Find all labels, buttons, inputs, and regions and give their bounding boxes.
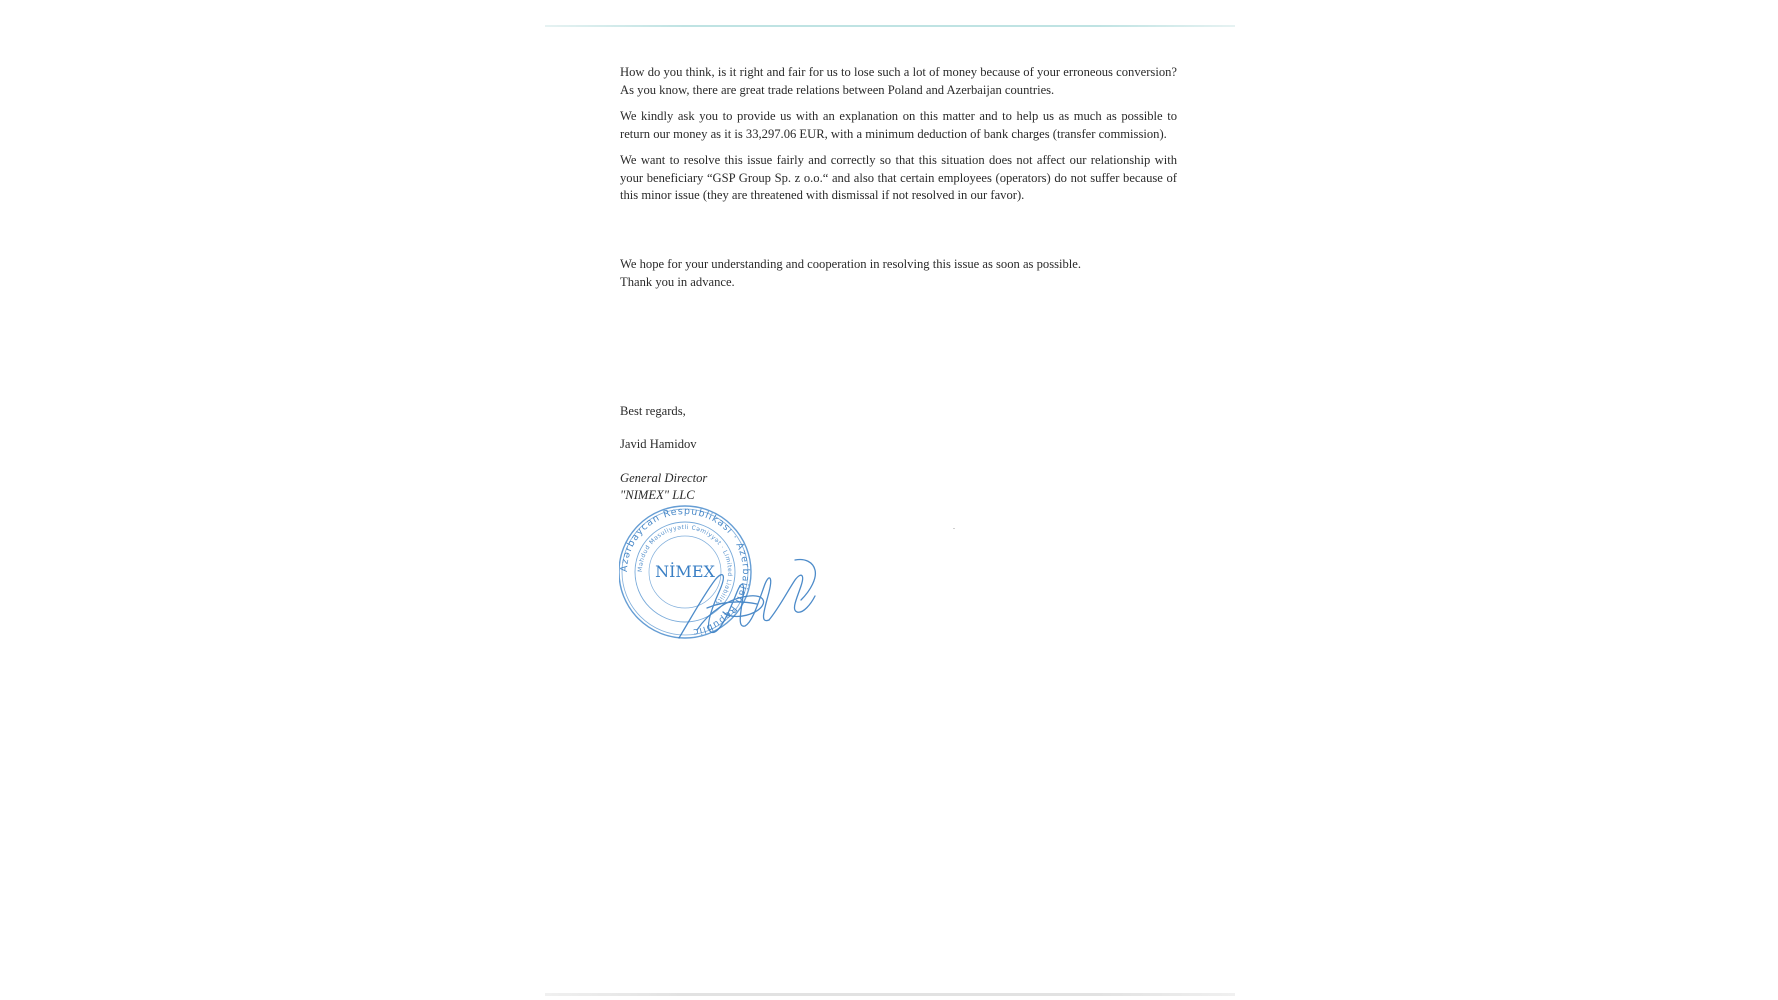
company-stamp-and-signature [619, 500, 819, 645]
regards-line: Best regards, [620, 404, 686, 418]
header-rule [545, 25, 1235, 27]
stamp-inner-ring-text: Məhdud Məsuliyyətli Cəmiyyət · Limited Liability [636, 523, 734, 607]
stamp-outer-ring-text: Azərbaycan Respublikası · Azerbaijan Republic [619, 505, 752, 638]
footer-rule [545, 993, 1235, 996]
letter-closing [620, 256, 1177, 291]
paragraph-conversion: How do you think, is it right and fair for us to lose such a lot of money because of your erroneous conversion? As you know, there are great trade relations between Poland and Azerbaijan countries. [620, 65, 1177, 97]
scan-speck [953, 528, 955, 529]
paragraph-request: We kindly ask you to provide us with an explanation on this matter and to help us as much as possible to return our money as it is 33,297.06 EUR, with a minimum deduction of bank charges (transfer commission). [620, 109, 1177, 141]
stamp-center-text: NİMEX [655, 562, 715, 581]
signer-name: Javid Hamidov [620, 437, 697, 451]
signer-title-block [620, 470, 707, 504]
closing-thanks: Thank you in advance. [620, 274, 735, 289]
signer-title: General Director [620, 471, 708, 485]
letter-body [620, 64, 1177, 214]
letter-page [545, 0, 1235, 1000]
signer-company: "NIMEX" LLC [620, 488, 695, 502]
closing-hope: We hope for your understanding and cooperation in resolving this issue as soon as possible. [620, 257, 1082, 271]
paragraph-resolve: We want to resolve this issue fairly and correctly so that this situation does not affect our relationship with your beneficiary “GSP Group Sp. z o.o.“ and also that certain employees (operators) do not suffer because of this minor issue (they are threatened with dismissal if not resolved in our favor). [620, 153, 1177, 202]
stamp-seal-icon [619, 500, 819, 645]
